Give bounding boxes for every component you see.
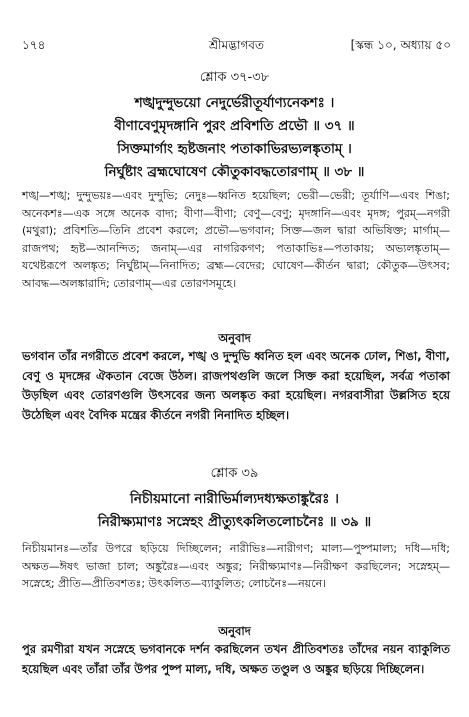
- translation-heading: অনুবাদ: [218, 624, 251, 638]
- synonyms-block: [22, 187, 450, 293]
- translation-text: ভগবান তাঁর নগরীতে প্রবেশ করলে, শঙ্খ ও দুন্দুভি ধ্বনিত হল এবং অনেক ঢোল, শিঙা, বীণা, বেণু ও মৃদঙ্গের ঐকতান বেজে উঠল। রাজপথগুলি জলে সিক্ত করা হয়েছিল, সর্বত্র পতাকা উড়ছিল এবং তোরণগুলি উৎসবের জন্য অলঙ্কৃত করা হয়েছিল। নগরবাসীরা উল্লসিত হয়ে উঠেছিল এবং বৈদিক মন্ত্রের কীর্তনে নগরী নিনাদিত হচ্ছিল।: [22, 349, 450, 422]
- book-title: শ্রীমদ্ভাগবত: [208, 38, 264, 52]
- translation-block: [22, 640, 450, 679]
- synonyms-block: [22, 540, 450, 593]
- verse-line: নিরীক্ষ্যমাণঃ সস্নেহং প্রীত্যুৎকলিতলোচনৈঃ ॥ ৩৯ ॥: [97, 514, 372, 530]
- verse-line: বীণাবেণুমৃদঙ্গানি পুরং প্রবিশতি প্রভৌ ॥ ৩৭ ॥: [114, 118, 355, 134]
- verse-heading: শ্লোক ৩৭-৩৮: [199, 70, 270, 85]
- verse-line: নিচীয়মানো নারীভির্মাল্যদধ্যক্ষতাঙ্কুরৈঃ ।: [130, 491, 339, 507]
- verse-line: সিক্তমার্গাং হৃষ্টজনাং পতাকাভিরভ্যলঙ্কৃতাম্ ।: [117, 141, 352, 157]
- synonyms-text: শঙ্খ—শঙ্খ; দুন্দুভয়ঃ—এবং দুন্দুভি; নেদুঃ—ধ্বনিত হয়েছিল; ভেরী—ভেরী; তূর্যাণি—এবং শিঙা; অনেকশঃ—এক সঙ্গে অনেক বাদ্য; বীণা—বীণা; বেণু—বেণু; মৃদঙ্গানি—এবং মৃদঙ্গ; পুরম্—নগরী (মথুরা); প্রবিশতি—তিনি প্রবেশ করলে; প্রভৌ—ভগবান; সিক্ত—জল দ্বারা অভিষিক্ত; মার্গাম্—রাজপথ; হৃষ্ট—আনন্দিত; জনাম্—এর নাগরিকগণ; পতাকাভিঃ—পতাকায়; অভ্যলঙ্কৃতাম্—যথেষ্টরূপে অলঙ্কৃত; নির্ঘুষ্টাম্—নিনাদিত; ব্রহ্ম—বেদের; ঘোষেণ—কীর্তন দ্বারা; কৌতুক—উৎসব; আবদ্ধ—অলঙ্কারাদি; তোরণাম্—এর তোরণসমূহে।: [22, 189, 450, 290]
- verse-line: নির্ঘুষ্টাং ব্রহ্মঘোষেণ কৌতুকাবদ্ধতোরণাম্ ॥ ৩৮ ॥: [104, 164, 365, 180]
- translation-text: পুর রমণীরা যখন সস্নেহে ভগবানকে দর্শন করছিলেন তখন প্রীতিবশতঃ তাঁদের নয়ন ব্যাকুলিত হয়েছিল এবং তাঁরা তাঁর উপর পুষ্প মাল্য, দধি, অক্ষত তণ্ডুল ও অঙ্কুর ছড়িয়ে দিচ্ছিলেন।: [22, 642, 450, 676]
- page-header: [22, 36, 451, 54]
- chapter-reference: [স্কন্ধ ১০, অধ্যায় ৫০: [350, 38, 451, 52]
- translation-block: [22, 347, 450, 425]
- page-number: ১৭৪: [22, 38, 46, 52]
- verse-heading: শ্লোক ৩৯: [210, 466, 259, 481]
- synonyms-text: নিচীয়মানঃ—তাঁর উপরে ছড়িয়ে দিচ্ছিলেন; নারীভিঃ—নারীগণ; মাল্য—পুষ্পমাল্য; দধি—দধি; অক্ষত—ঈষৎ ভাজা চাল; অঙ্কুরৈঃ—এবং অঙ্কুর; নিরীক্ষ্যমাণঃ—নিরীক্ষণ করছিলেন; সস্নেহম্—সস্নেহে; প্রীতি—প্রীতিবশতঃ; উৎকলিত—ব্যাকুলিত; লোচনৈঃ—নয়নে।: [22, 542, 450, 591]
- verse-line: শঙ্খদুন্দুভয়ো নেদুর্ভেরীতূর্যাণ্যনেকশঃ ।: [134, 95, 335, 111]
- translation-heading: অনুবাদ: [218, 331, 251, 345]
